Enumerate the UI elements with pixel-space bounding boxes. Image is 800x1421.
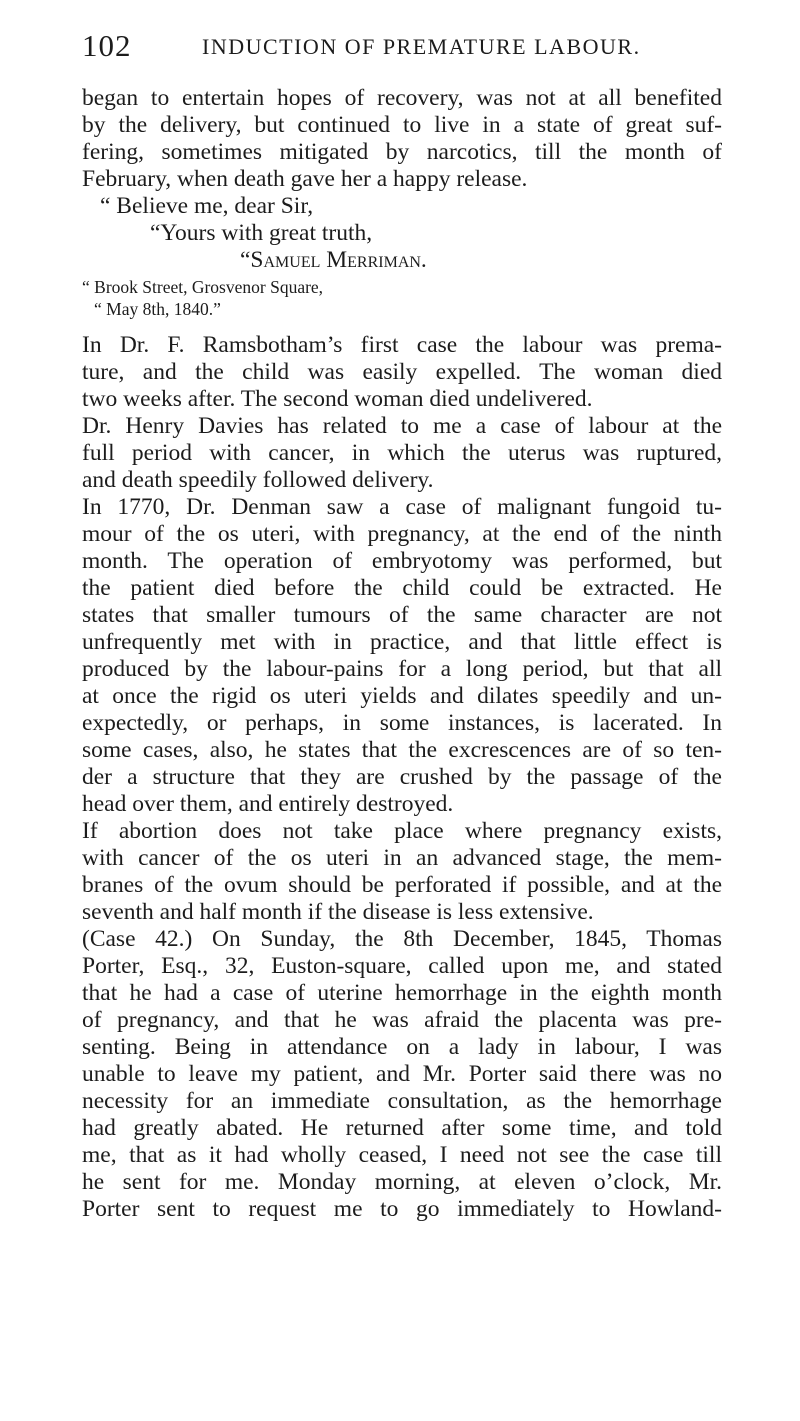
text-line: by the delivery, but continued to live in a state of great suf-	[82, 112, 722, 138]
text-line: that he had a case of uterine hemorrhage in the eighth month	[82, 980, 722, 1006]
text-line: branes of the ovum should be perforated if possible, and at the	[82, 872, 722, 898]
text-line: had greatly abated. He returned after some time, and told	[82, 1115, 722, 1141]
text-line: In 1770, Dr. Denman saw a case of malignant fungoid tu-	[82, 494, 722, 520]
letter-closing: “ Believe me, dear Sir,	[100, 193, 314, 219]
text-line: of pregnancy, and that he was afraid the placenta was pre-	[82, 1007, 722, 1033]
running-title: INDUCTION OF PREMATURE LABOUR.	[202, 34, 641, 59]
paragraph-case-42	[82, 926, 722, 1223]
letter-address: “ Brook Street, Grosvenor Square,	[82, 277, 324, 297]
text-line: and death speedily followed delivery.	[82, 467, 434, 493]
text-line: (Case 42.) On Sunday, the 8th December, 1845, Thomas	[82, 926, 722, 952]
text-line: he sent for me. Monday morning, at eleven o’clock, Mr.	[82, 1169, 722, 1195]
letter-conclusion	[82, 85, 722, 320]
paragraph-abortion	[82, 818, 722, 926]
text-line: In Dr. F. Ramsbotham’s first case the labour was prema-	[82, 332, 722, 358]
text-line: February, when death gave her a happy release.	[82, 166, 528, 192]
letter-date: “ May 8th, 1840.”	[94, 299, 221, 319]
text-line: der a structure that they are crushed by the passage of the	[82, 764, 722, 790]
text-line: at once the rigid os uteri yields and dilates speedily and un-	[82, 683, 722, 709]
letter-closing: “Yours with great truth,	[150, 220, 373, 246]
text-line: Dr. Henry Davies has related to me a case of labour at the	[82, 413, 722, 439]
text-line: full period with cancer, in which the uterus was ruptured,	[82, 440, 722, 466]
text-line: two weeks after. The second woman died undelivered.	[82, 386, 593, 412]
paragraph-gap	[82, 320, 722, 332]
text-line: seventh and half month if the disease is less extensive.	[82, 899, 594, 925]
text-line: Porter, Esq., 32, Euston-square, called upon me, and stated	[82, 953, 722, 979]
text-line: produced by the labour-pains for a long period, but that all	[82, 656, 722, 682]
paragraph-denman	[82, 494, 722, 818]
text-line: month. The operation of embryotomy was performed, but	[82, 548, 722, 574]
text-line: began to entertain hopes of recovery, was not at all benefited	[82, 85, 722, 111]
text-line: fering, sometimes mitigated by narcotics, till the month of	[82, 139, 722, 165]
text-line: ture, and the child was easily expelled. The woman died	[82, 359, 722, 385]
text-line: states that smaller tumours of the same character are not	[82, 602, 722, 628]
body-text	[82, 85, 722, 1223]
text-line: expectedly, or perhaps, in some instances, is lacerated. In	[82, 710, 722, 736]
text-line: unfrequently met with in practice, and that little effect is	[82, 629, 722, 655]
page-number: 102	[82, 28, 132, 63]
text-line: with cancer of the os uteri in an advanced stage, the mem-	[82, 845, 722, 871]
text-line: unable to leave my patient, and Mr. Porter said there was no	[82, 1061, 722, 1087]
text-line: head over them, and entirely destroyed.	[82, 791, 454, 817]
text-line: some cases, also, he states that the excrescences are of so ten-	[82, 737, 722, 763]
text-line: Porter sent to request me to go immediately to Howland-	[82, 1196, 722, 1222]
paragraph-ramsbotham	[82, 332, 722, 413]
text-line: necessity for an immediate consultation, as the hemorrhage	[82, 1088, 722, 1114]
text-line: mour of the os uteri, with pregnancy, at the end of the ninth	[82, 521, 722, 547]
text-line: me, that as it had wholly ceased, I need not see the case till	[82, 1142, 722, 1168]
text-line: the patient died before the child could be extracted. He	[82, 575, 722, 601]
paragraph-davies	[82, 413, 722, 494]
text-line: If abortion does not take place where pregnancy exists,	[82, 818, 722, 844]
text-line: senting. Being in attendance on a lady in labour, I was	[82, 1034, 722, 1060]
running-head	[82, 28, 722, 68]
letter-signature: “Samuel Merriman.	[240, 247, 427, 273]
